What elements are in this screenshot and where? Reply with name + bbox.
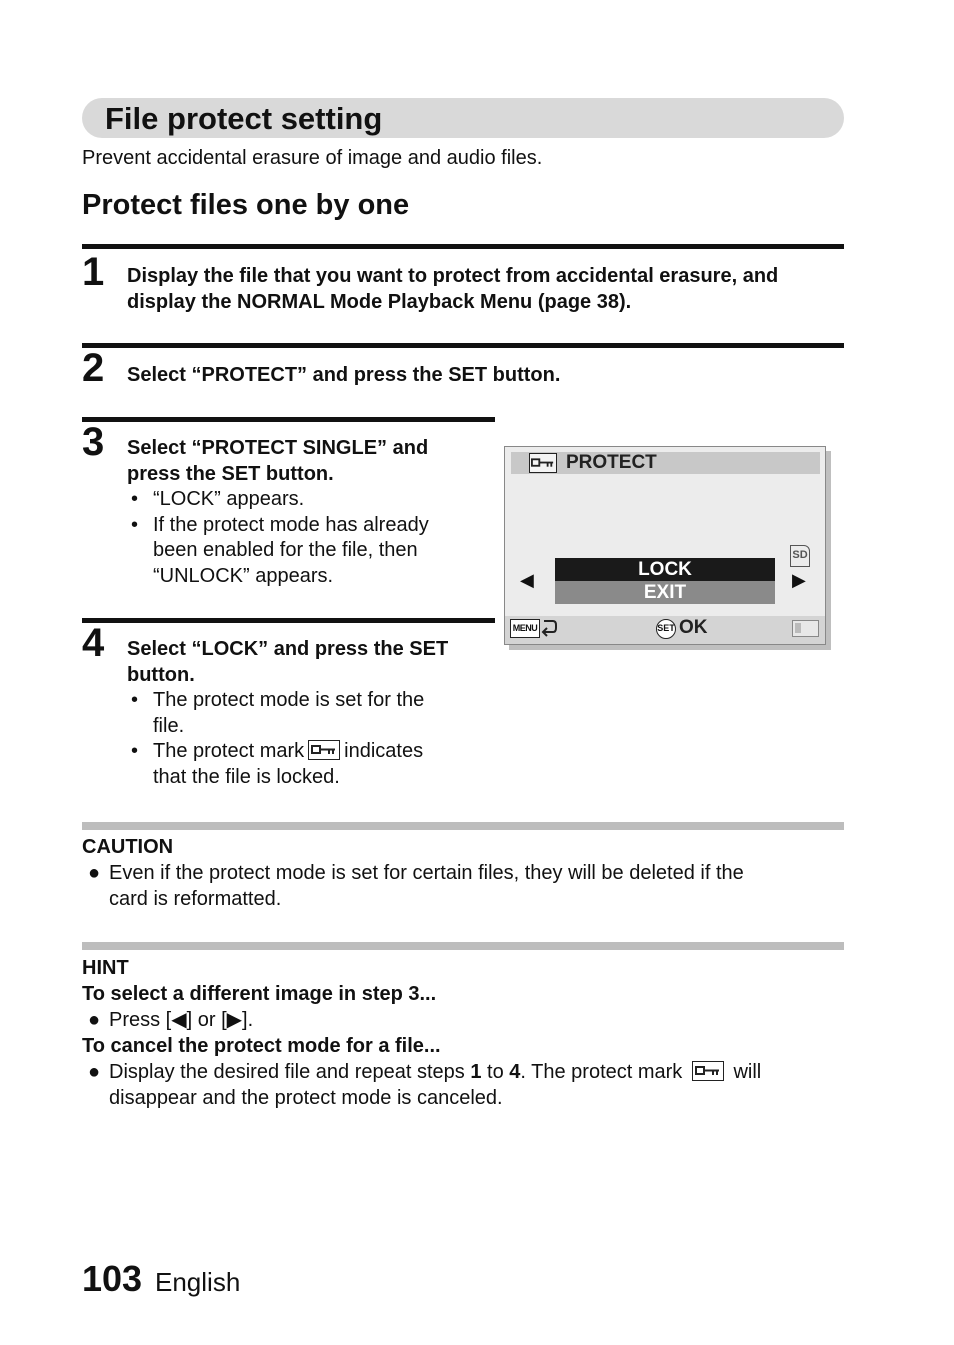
- step-1-line1: Display the file that you want to protect from accidental erasure, and: [127, 265, 779, 287]
- hint-heading: HINT: [82, 957, 129, 979]
- section-intro: Prevent accidental erasure of image and audio files.: [82, 147, 543, 169]
- hint-subheading-1: To select a different image in step 3...: [82, 983, 437, 1005]
- protect-key-icon: [529, 453, 557, 473]
- hint-section: [82, 955, 852, 1111]
- return-icon: [540, 618, 558, 643]
- left-arrow-icon[interactable]: ◀: [520, 570, 534, 590]
- battery-icon: [792, 620, 819, 637]
- option-lock[interactable]: LOCK: [555, 558, 775, 581]
- step-3-bullet-2: • If the protect mode has already been enabled for the file, then “UNLOCK” appears.: [131, 513, 429, 587]
- caution-section: [82, 834, 852, 912]
- step-3-line1: Select “PROTECT SINGLE” and: [127, 437, 429, 459]
- page-number: 103: [82, 1258, 143, 1299]
- section-title: File protect setting: [105, 101, 383, 136]
- hint-item-2: ● Display the desired file and repeat steps 1 to 4. The protect mark will disappear and the protect mode is canceled.: [88, 1061, 762, 1109]
- step-4-body: [127, 636, 492, 790]
- step-1-number: 1: [82, 250, 105, 294]
- step-4-bullet-1: • The protect mode is set for the file.: [131, 689, 425, 737]
- step-3-number: 3: [82, 420, 105, 464]
- step-2-rule: [82, 343, 844, 348]
- ok-label: OK: [679, 617, 708, 638]
- step-3-bullet-1: • “LOCK” appears.: [131, 488, 305, 510]
- screen-title-bar: [511, 452, 820, 474]
- caution-item: ● Even if the protect mode is set for certain files, they will be deleted if the card is reformatted.: [88, 862, 744, 910]
- protect-key-icon: [692, 1061, 724, 1081]
- sd-card-icon: SD: [790, 545, 810, 567]
- step-4-line2: button.: [127, 664, 195, 686]
- step-1-text: [127, 263, 847, 315]
- step-3-rule: [82, 417, 495, 422]
- step-2-number: 2: [82, 346, 105, 390]
- step-3-body: [127, 435, 487, 589]
- hint-item-1: ● Press [◀] or [▶].: [88, 1009, 254, 1031]
- caution-heading: CAUTION: [82, 836, 174, 858]
- caution-bar: [82, 822, 844, 830]
- hint-bar: [82, 942, 844, 950]
- step-4-rule: [82, 618, 495, 623]
- step-3-line2: press the SET button.: [127, 463, 334, 485]
- screen-title: PROTECT: [566, 452, 657, 473]
- step-1-line2: display the NORMAL Mode Playback Menu (page 38).: [127, 291, 632, 313]
- set-button-icon: SET: [656, 619, 676, 639]
- step-4-line1: Select “LOCK” and press the SET: [127, 638, 449, 660]
- hint-subheading-2: To cancel the protect mode for a file...: [82, 1035, 441, 1057]
- protect-key-icon: [308, 740, 340, 760]
- step-4-number: 4: [82, 621, 105, 665]
- footer-language: English: [155, 1267, 241, 1297]
- right-arrow-icon[interactable]: ▶: [792, 570, 806, 590]
- subsection-title: Protect files one by one: [82, 189, 410, 221]
- menu-icon: MENU: [510, 619, 540, 638]
- step-2-text: Select “PROTECT” and press the SET button.: [127, 364, 561, 386]
- step-1-rule: [82, 244, 844, 249]
- step-4-bullet-2: • The protect mark indicates that the file is locked.: [131, 740, 424, 788]
- option-exit[interactable]: EXIT: [555, 581, 775, 604]
